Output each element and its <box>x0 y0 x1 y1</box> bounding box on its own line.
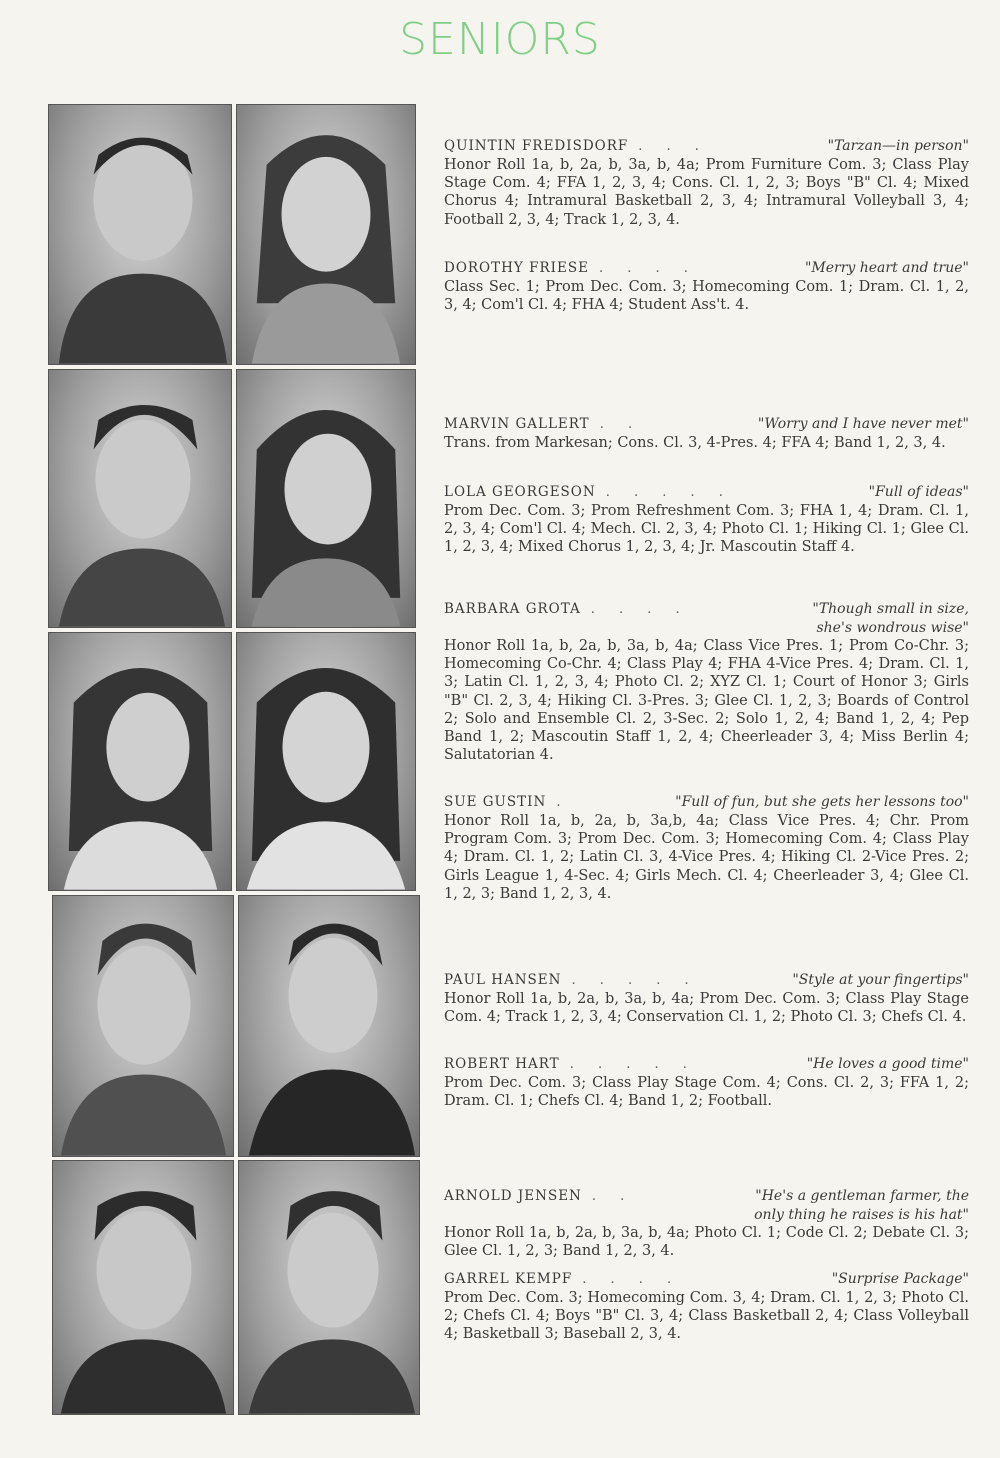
entry-quote: "Full of fun, but she gets her lessons too" <box>675 794 969 810</box>
entry-activities: Honor Roll 1a, b, 2a, b, 3a,b, 4a; Class Vice Pres. 4; Chr. Prom Program Com. 3; Prom Dec. Com. 3; Homecoming Com. 4; Class Play 4; Dram. Cl. 1, 2; Latin Cl. 3, 4-Vice Pres. 4; Hiking Cl. 2-Vice Pres. 2; Girls League 1, 4-Sec. 4; Girls Mech. Cl. 4; Cheerleader 3, 4; Glee Cl. 1, 2, 3; Band 1, 2, 3, 4. <box>444 813 969 902</box>
photo-sue-gustin <box>236 632 416 891</box>
entry-dots: . . . . . <box>605 485 733 500</box>
entry-quintin-fredisdorf <box>444 137 969 229</box>
entry-dots: . . . . <box>582 1272 682 1287</box>
entry-name: ROBERT HART <box>444 1056 560 1072</box>
entry-dots: . <box>556 795 571 810</box>
page-title: SENIORS <box>399 14 601 65</box>
entry-activities: Honor Roll 1a, b, 2a, b, 3a, b, 4a; Prom Dec. Com. 3; Class Play Stage Com. 4; Track 1, 2, 3, 4; Conservation Cl. 1, 2; Photo Cl. 3; Chefs Cl. 4. <box>444 991 969 1026</box>
photo-lola-georgeson <box>236 369 416 628</box>
entry-quote: "Though small in size, <box>812 601 969 617</box>
entry-activities: Prom Dec. Com. 3; Homecoming Com. 3, 4; Dram. Cl. 1, 2, 3; Photo Cl. 2; Chefs Cl. 4; Boys "B" Cl. 3, 4; Class Basketball 2, 4; Class Volleyball 4; Basketball 3; Baseball 2, 3, 4. <box>444 1290 969 1343</box>
entry-activities: Prom Dec. Com. 3; Prom Refreshment Com. 3; FHA 1, 4; Dram. Cl. 1, 2, 3, 4; Com'l Cl. 4; Mech. Cl. 2, 3, 4; Photo Cl. 1; Hiking Cl. 1; Glee Cl. 1, 2, 3, 4; Mixed Chorus 1, 2, 3, 4; Jr. Mascoutin Staff 4. <box>444 503 969 556</box>
entry-quote: "Merry heart and true" <box>804 260 969 276</box>
entry-activities: Honor Roll 1a, b, 2a, b, 3a, b, 4a; Photo Cl. 1; Code Cl. 2; Debate Cl. 3; Glee Cl. 1, 2, 3; Band 1, 2, 3, 4. <box>444 1225 969 1260</box>
entry-garrel-kempf <box>444 1270 969 1344</box>
entry-marvin-gallert <box>444 415 969 452</box>
entry-robert-hart <box>444 1055 969 1110</box>
entry-dots: . . . . <box>590 602 690 617</box>
entry-name: QUINTIN FREDISDORF <box>444 138 629 154</box>
entry-quote: "Tarzan—in person" <box>827 138 969 154</box>
entry-activities: Class Sec. 1; Prom Dec. Com. 3; Homecoming Com. 1; Dram. Cl. 1, 2, 3, 4; Com'l Cl. 4; FHA 4; Student Ass't. 4. <box>444 279 969 314</box>
entry-quote-continued: she's wondrous wise" <box>816 620 969 636</box>
entry-quote-continued: only thing he raises is his hat" <box>754 1207 969 1223</box>
entry-quote: "He loves a good time" <box>806 1056 969 1072</box>
entry-activities: Honor Roll 1a, b, 2a, b, 3a, b, 4a; Class Vice Pres. 1; Prom Co-Chr. 3; Homecoming Co-Chr. 4; Class Play 4; FHA 4-Vice Pres. 4; Dram. Cl. 1, 3; Latin Cl. 1, 2, 3, 4; Photo Cl. 2; XYZ Cl. 1; Court of Honor 3; Girls "B" Cl. 2, 3, 4; Hiking Cl. 3-Pres. 3; Glee Cl. 1, 2, 3; Boards of Control 2; Solo and Ensemble Cl. 2, 3-Sec. 2; Solo 1, 2, 4; Band 1, 2, 4; Pep Band 1, 2; Mascoutin Staff 1, 2, 4; Cheerleader 3, 4; Miss Berlin 4; Salutatorian 4. <box>444 638 969 764</box>
entry-sue-gustin <box>444 793 969 903</box>
entry-activities: Trans. from Markesan; Cons. Cl. 3, 4-Pres. 4; FFA 4; Band 1, 2, 3, 4. <box>444 435 946 451</box>
photo-robert-hart <box>238 895 420 1157</box>
entry-barbara-grota <box>444 600 969 764</box>
entry-quote: "He's a gentleman farmer, the <box>755 1188 969 1204</box>
entry-arnold-jensen <box>444 1187 969 1260</box>
entry-name: ARNOLD JENSEN <box>444 1188 582 1204</box>
entry-name: GARREL KEMPF <box>444 1271 573 1287</box>
entry-name: BARBARA GROTA <box>444 601 581 617</box>
entry-dots: . . . <box>638 139 709 154</box>
photo-quintin-fredisdorf <box>48 104 232 365</box>
entry-name: DOROTHY FRIESE <box>444 260 589 276</box>
photo-barbara-grota <box>48 632 232 891</box>
entry-name: LOLA GEORGESON <box>444 484 596 500</box>
photo-marvin-gallert <box>48 369 232 628</box>
entry-dots: . . . . . <box>569 1057 697 1072</box>
entry-dots: . . . . <box>598 261 698 276</box>
entry-activities: Prom Dec. Com. 3; Class Play Stage Com. 4; Cons. Cl. 2, 3; FFA 1, 2; Dram. Cl. 1; Chefs Cl. 4; Band 1, 2; Football. <box>444 1075 969 1110</box>
entry-dots: . . <box>599 417 643 432</box>
entry-name: MARVIN GALLERT <box>444 416 590 432</box>
entry-dorothy-friese <box>444 259 969 314</box>
photo-arnold-jensen <box>52 1160 234 1415</box>
entry-quote: "Full of ideas" <box>868 484 969 500</box>
entry-name: SUE GUSTIN <box>444 794 547 810</box>
entry-quote: "Style at your fingertips" <box>792 972 969 988</box>
entry-activities: Honor Roll 1a, b, 2a, b, 3a, b, 4a; Prom Furniture Com. 3; Class Play Stage Com. 4; FFA 1, 2, 3, 4; Cons. Cl. 1, 2, 3; Boys "B" Cl. 4; Mixed Chorus 4; Intramural Basketball 2, 3, 4; Intramural Volleyball 3, 4; Football 2, 3, 4; Track 1, 2, 3, 4. <box>444 157 969 228</box>
photo-paul-hansen <box>52 895 234 1157</box>
entry-quote: "Worry and I have never met" <box>757 416 969 432</box>
entry-lola-georgeson <box>444 483 969 557</box>
photo-dorothy-friese <box>236 104 416 365</box>
entry-dots: . . . . . <box>571 973 699 988</box>
entry-quote: "Surprise Package" <box>831 1271 969 1287</box>
entry-name: PAUL HANSEN <box>444 972 562 988</box>
photo-garrel-kempf <box>238 1160 420 1415</box>
entry-dots: . . <box>591 1189 635 1204</box>
entry-paul-hansen <box>444 971 969 1026</box>
